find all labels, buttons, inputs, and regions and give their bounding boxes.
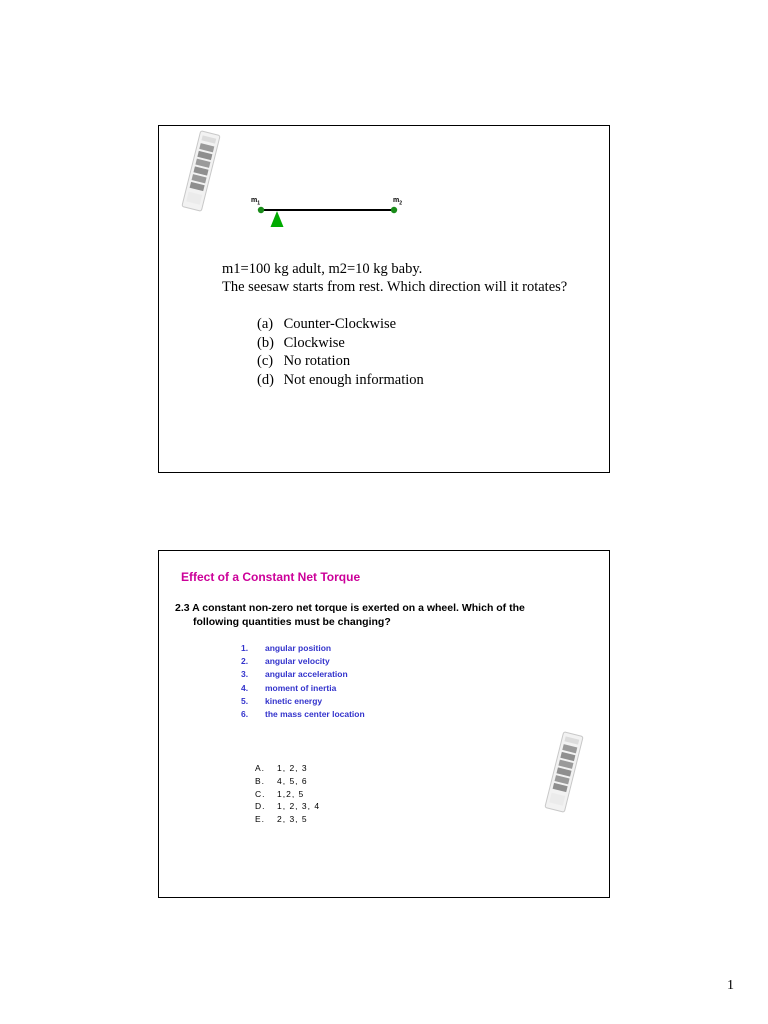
choice-e[interactable]: E. 2, 3, 5	[255, 814, 308, 825]
answer-choices	[255, 762, 320, 826]
list-item: 6. the mass center location	[241, 709, 365, 720]
mass-2-label: $m_2$	[393, 197, 403, 207]
slide-net-torque-question	[158, 550, 610, 898]
slide-seesaw-question	[158, 125, 610, 473]
choice-a[interactable]: A. 1, 2, 3	[255, 763, 308, 773]
mass-1-dot	[258, 207, 264, 213]
list-item: 2. angular velocity	[241, 656, 330, 667]
list-item: 3. angular acceleration	[241, 669, 348, 680]
fulcrum-triangle	[271, 211, 284, 227]
slide-title: Effect of a Constant Net Torque	[181, 570, 361, 584]
mass-1-label: $m_1$	[251, 197, 261, 207]
choice-c[interactable]: C. 1,2, 5	[255, 788, 305, 799]
problem-statement-line-1: m1=100 kg adult, m2=10 kg baby.	[222, 261, 423, 277]
option-b[interactable]: (b) Clockwise	[257, 334, 345, 351]
clicker-remote-icon	[534, 729, 594, 815]
answer-options	[257, 315, 424, 389]
list-item: 4. moment of inertia	[241, 682, 337, 693]
list-item: 5. kinetic energy	[241, 695, 323, 706]
option-c[interactable]: (c) No rotation	[257, 353, 351, 369]
seesaw-diagram	[251, 200, 411, 230]
choice-d[interactable]: D. 1, 2, 3, 4	[255, 801, 321, 812]
option-d[interactable]: (d) Not enough information	[257, 371, 424, 388]
choice-b[interactable]: B. 4, 5, 6	[255, 775, 308, 786]
mass-2-dot	[391, 207, 397, 213]
quantities-list	[241, 642, 365, 721]
list-item: 1. angular position	[241, 643, 332, 653]
clicker-remote-icon	[171, 128, 231, 214]
option-a[interactable]: (a) Counter-Clockwise	[257, 316, 397, 332]
question-text: 2.3 A constant non-zero net torque is exerted on a wheel. Which of the following quantities must be changing?	[175, 602, 525, 628]
problem-statement-line-2: The seesaw starts from rest. Which direction will it rotates?	[222, 279, 568, 295]
page-number: 1	[727, 978, 734, 993]
